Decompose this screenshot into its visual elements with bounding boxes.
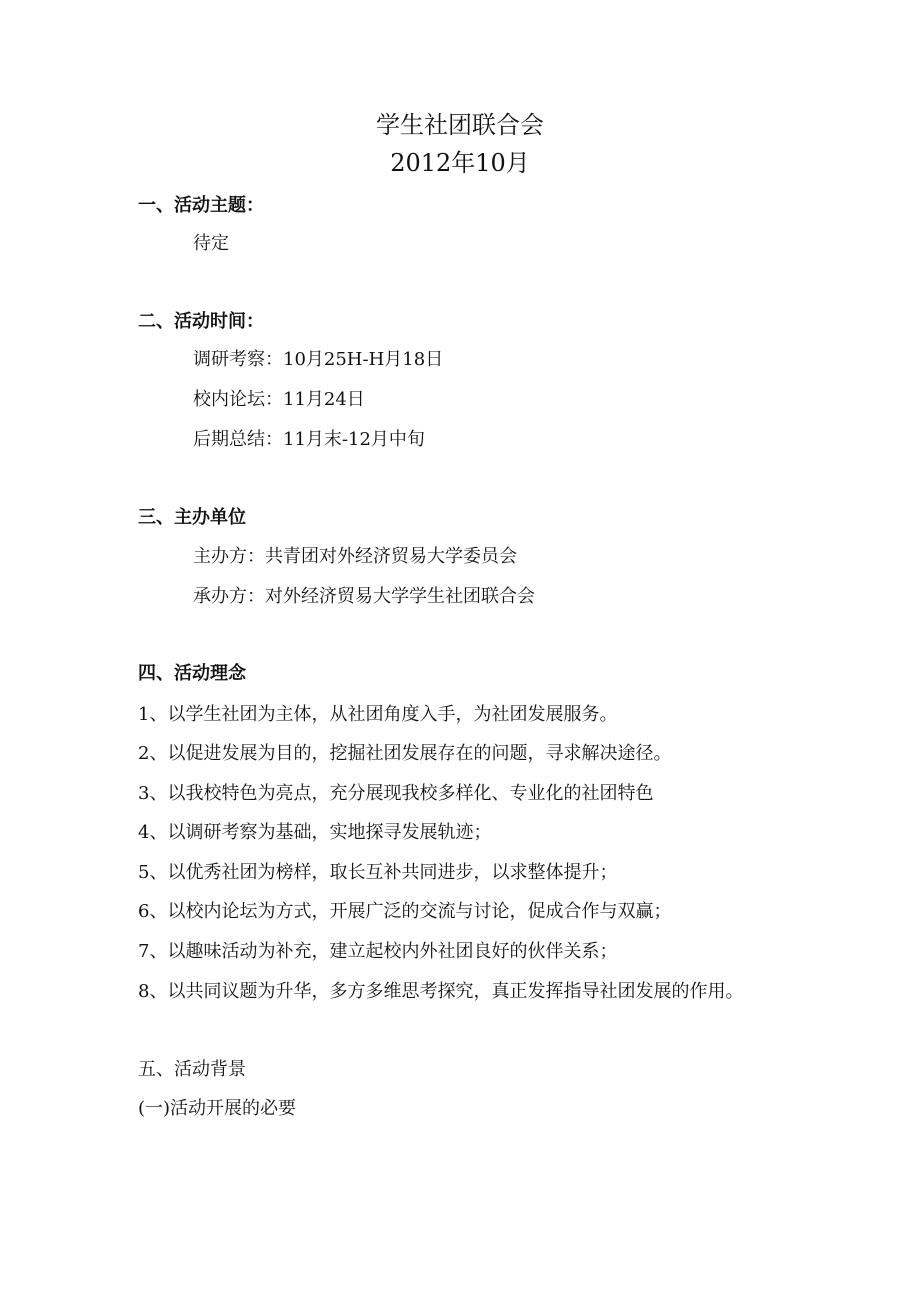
section-heading-background: 五、活动背景: [138, 1059, 246, 1080]
theme-value: 待定: [193, 233, 229, 254]
philosophy-item: 1、以学生社团为主体，从社团角度入手，为社团发展服务。: [138, 704, 618, 725]
philosophy-item: 6、以校内论坛为方式，开展广泛的交流与讨论，促成合作与双赢；: [138, 901, 672, 922]
philosophy-item: 4、以调研考察为基础，实地探寻发展轨迹；: [138, 822, 492, 843]
section-heading-philosophy: 四、活动理念: [138, 663, 246, 684]
philosophy-item: 5、以优秀社团为榜样，取长互补共同进步，以求整体提升；: [138, 862, 618, 883]
organizer-undertaker: 承办方：对外经济贸易大学学生社团联合会: [193, 586, 535, 607]
time-summary: 后期总结：11月末-12月中旬: [193, 429, 425, 450]
philosophy-item: 8、以共同议题为升华，多方多维思考探究，真正发挥指导社团发展的作用。: [138, 981, 744, 1002]
organization-title: 学生社团联合会: [376, 111, 544, 139]
organizer-host: 主办方：共青团对外经济贸易大学委员会: [193, 546, 517, 567]
philosophy-item: 3、以我校特色为亮点，充分展现我校多样化、专业化的社团特色: [138, 783, 654, 804]
background-subheading: (一)活动开展的必要: [138, 1098, 297, 1119]
philosophy-item: 2、以促进发展为目的，挖掘社团发展存在的问题，寻求解决途径。: [138, 743, 672, 764]
section-heading-time: 二、活动时间：: [138, 311, 264, 332]
philosophy-item: 7、以趣味活动为补充，建立起校内外社团良好的伙伴关系；: [138, 941, 618, 962]
document-date: 2012年10月: [390, 149, 530, 177]
time-forum: 校内论坛：11月24日: [193, 389, 365, 410]
time-research: 调研考察：10月25H-H月18日: [193, 349, 444, 370]
section-heading-organizers: 三、主办单位: [138, 507, 246, 528]
section-heading-theme: 一、活动主题：: [138, 195, 264, 216]
